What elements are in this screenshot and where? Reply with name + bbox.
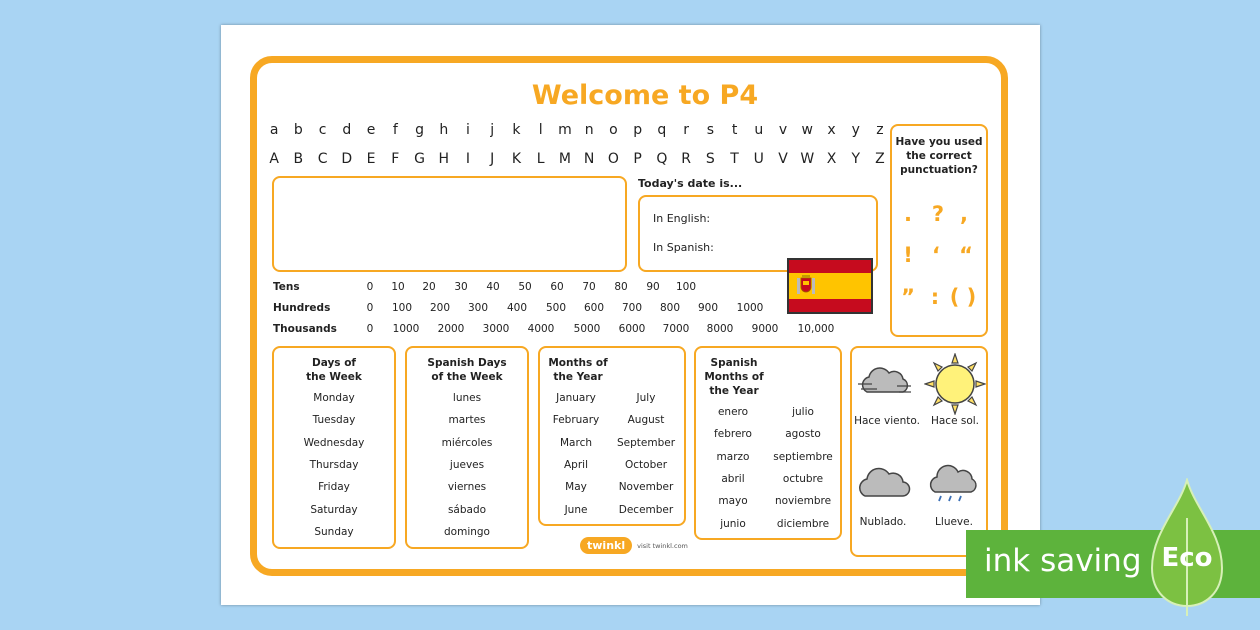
upper-letter: K [511, 151, 522, 167]
lower-letter: t [731, 122, 738, 138]
brackets-mark: ( ) [949, 285, 977, 309]
lower-letter: r [683, 122, 689, 138]
tens-value: 30 [454, 281, 468, 293]
lower-letter: g [415, 122, 424, 138]
tens-value: 100 [675, 281, 697, 293]
spanish-day-item: lunes [452, 392, 482, 404]
thousands-value: 10,000 [797, 323, 835, 335]
upper-letter: J [490, 151, 495, 167]
lower-letter: h [439, 122, 449, 138]
spanish-month-item: enero [717, 406, 749, 418]
thousands-value: 5000 [573, 323, 601, 335]
thousands-value: 4000 [527, 323, 555, 335]
hundreds-value: 800 [659, 302, 681, 314]
lower-letter: l [538, 122, 543, 138]
lower-letter: v [778, 122, 788, 138]
day-item: Friday [318, 481, 350, 494]
twinkl-logo[interactable]: twinkl [580, 537, 632, 554]
spanish-month-item: marzo [716, 450, 750, 463]
upper-letter: D [341, 151, 353, 167]
date-heading: Today's date is... [638, 177, 743, 190]
upper-letter: T [730, 151, 739, 167]
thousands-value: 1000 [392, 323, 420, 335]
colon-mark: : [930, 285, 940, 309]
spanish-days-title: Spanish Days of the Week [427, 357, 507, 383]
month-item: May [565, 481, 587, 494]
month-item: February [552, 414, 600, 427]
lower-letter: m [558, 122, 572, 138]
hundreds-value: 300 [467, 302, 489, 314]
hundreds-value: 200 [429, 302, 451, 314]
upper-letter: B [293, 151, 304, 167]
date-spanish-label: In Spanish: [653, 241, 714, 254]
cloud-icon [855, 462, 913, 502]
upper-letter: Q [656, 151, 668, 167]
spanish-day-item: martes [448, 414, 486, 427]
lower-letter: u [754, 122, 764, 138]
month-item: September [616, 436, 676, 449]
hundreds-label: Hundreds [273, 302, 331, 314]
spanish-day-item: domingo [444, 525, 490, 538]
alphabet-lowercase [262, 122, 892, 138]
upper-letter: F [391, 151, 400, 167]
upper-letter: S [705, 151, 715, 167]
upper-letter: G [414, 151, 425, 167]
spanish-month-item: agosto [785, 428, 821, 441]
thousands-value: 0 [366, 323, 374, 335]
windy-cloud-icon [855, 362, 915, 402]
month-item: April [564, 458, 588, 471]
sunny-label: Hace sol. [930, 415, 980, 427]
lower-letter: w [801, 122, 813, 138]
upper-letter: N [583, 151, 595, 167]
lower-letter: c [318, 122, 327, 138]
days-title: Days of the Week [306, 357, 362, 383]
hundreds-value: 600 [583, 302, 605, 314]
upper-letter: X [826, 151, 837, 167]
question-mark: ? [931, 202, 945, 226]
lower-letter: n [584, 122, 594, 138]
tens-value: 10 [391, 281, 405, 293]
thousands-value: 7000 [662, 323, 690, 335]
lower-letter: s [706, 122, 714, 138]
name-writing-box[interactable] [272, 176, 627, 272]
upper-letter: C [317, 151, 328, 167]
date-english-label: In English: [653, 212, 711, 225]
tens-value: 90 [646, 281, 660, 293]
spain-flag [787, 258, 873, 314]
month-item: March [559, 436, 592, 449]
alphabet-uppercase [262, 151, 892, 167]
spanish-day-item: jueves [449, 458, 485, 471]
upper-letter: A [269, 151, 279, 167]
thousands-value: 6000 [618, 323, 646, 335]
upper-letter: H [438, 151, 450, 167]
thousands-value: 8000 [706, 323, 734, 335]
lower-letter: e [366, 122, 376, 138]
lower-letter: q [657, 122, 667, 138]
upper-letter: L [536, 151, 545, 167]
tens-value: 70 [582, 281, 596, 293]
rain-label: Llueve. [935, 516, 973, 528]
month-item: November [618, 481, 674, 494]
exclamation-mark: ! [903, 243, 913, 267]
tens-value: 40 [486, 281, 500, 293]
month-item: June [564, 503, 588, 516]
tens-value: 80 [614, 281, 628, 293]
day-item: Wednesday [303, 436, 365, 449]
thousands-value: 3000 [482, 323, 510, 335]
hundreds-value: 900 [697, 302, 719, 314]
hundreds-value: 400 [506, 302, 528, 314]
double-quote-close-mark: ” [901, 285, 915, 309]
twinkl-url[interactable]: visit twinkl.com [637, 541, 688, 550]
spanish-month-item: mayo [718, 495, 748, 508]
spanish-month-item: octubre [782, 472, 824, 485]
tens-value: 50 [518, 281, 532, 293]
spanish-month-item: junio [720, 517, 746, 530]
upper-letter: M [558, 151, 571, 167]
spanish-month-item: abril [721, 472, 745, 485]
coat-of-arms-icon [795, 274, 817, 298]
thousands-label: Thousands [273, 323, 337, 335]
lower-letter: i [466, 122, 470, 138]
month-item: October [624, 458, 668, 471]
comma-mark: , [960, 202, 968, 226]
day-item: Tuesday [312, 414, 356, 427]
month-item: January [556, 392, 596, 404]
upper-letter: Y [851, 151, 861, 167]
day-item: Monday [313, 392, 355, 404]
lower-letter: y [851, 122, 860, 138]
day-item: Saturday [310, 503, 358, 516]
upper-letter: V [778, 151, 788, 167]
lower-letter: z [876, 122, 884, 138]
months-title: Months of the Year [548, 357, 608, 383]
spanish-month-item: noviembre [774, 495, 832, 508]
spanish-month-item: julio [792, 406, 814, 418]
rain-cloud-icon [925, 462, 985, 506]
upper-letter: O [607, 151, 619, 167]
upper-letter: P [633, 151, 642, 167]
spanish-day-item: sábado [447, 503, 487, 516]
upper-letter: U [753, 151, 764, 167]
double-quote-open-mark: “ [959, 243, 973, 267]
spanish-month-item: febrero [714, 428, 752, 441]
hundreds-value: 500 [545, 302, 567, 314]
punctuation-title: Have you used the correct punctuation? [895, 136, 983, 176]
spanish-day-item: miércoles [441, 436, 493, 449]
hundreds-value: 100 [391, 302, 413, 314]
lower-letter: a [269, 122, 279, 138]
tens-value: 20 [422, 281, 436, 293]
lower-letter: p [633, 122, 643, 138]
twinkl-footer [580, 537, 688, 554]
tens-label: Tens [273, 281, 300, 293]
spanish-months-title: Spanish Months of the Year [704, 357, 764, 397]
lower-letter: d [342, 122, 352, 138]
eco-badge: Eco [1161, 543, 1213, 573]
thousands-value: 2000 [437, 323, 465, 335]
spanish-month-item: septiembre [773, 450, 833, 463]
upper-letter: W [800, 151, 815, 167]
spanish-day-item: viernes [447, 481, 487, 494]
month-item: August [627, 414, 665, 427]
sun-icon [924, 353, 986, 415]
lower-letter: x [827, 122, 836, 138]
lower-letter: j [490, 122, 495, 138]
hundreds-value: 0 [366, 302, 374, 314]
period-mark: . [904, 202, 912, 226]
page-title: Welcome to P4 [531, 80, 759, 111]
tens-value: 60 [550, 281, 564, 293]
month-item: July [636, 392, 656, 404]
lower-letter: f [392, 122, 398, 138]
day-item: Sunday [314, 525, 354, 538]
upper-letter: R [681, 151, 691, 167]
lower-letter: b [293, 122, 303, 138]
tens-value: 0 [366, 281, 374, 293]
hundreds-value: 700 [621, 302, 643, 314]
upper-letter: Z [875, 151, 885, 167]
spanish-month-item: diciembre [776, 517, 830, 530]
cloudy-label: Nublado. [859, 516, 907, 528]
month-item: December [618, 503, 674, 516]
hundreds-value: 1000 [736, 302, 764, 314]
ink-saving-label: ink saving [984, 543, 1142, 579]
lower-letter: k [512, 122, 521, 138]
thousands-value: 9000 [751, 323, 779, 335]
upper-letter: I [465, 151, 471, 167]
windy-label: Hace viento. [854, 415, 920, 427]
day-item: Thursday [309, 458, 359, 471]
upper-letter: E [366, 151, 376, 167]
lower-letter: o [609, 122, 618, 138]
single-quote-mark: ‘ [932, 243, 940, 267]
